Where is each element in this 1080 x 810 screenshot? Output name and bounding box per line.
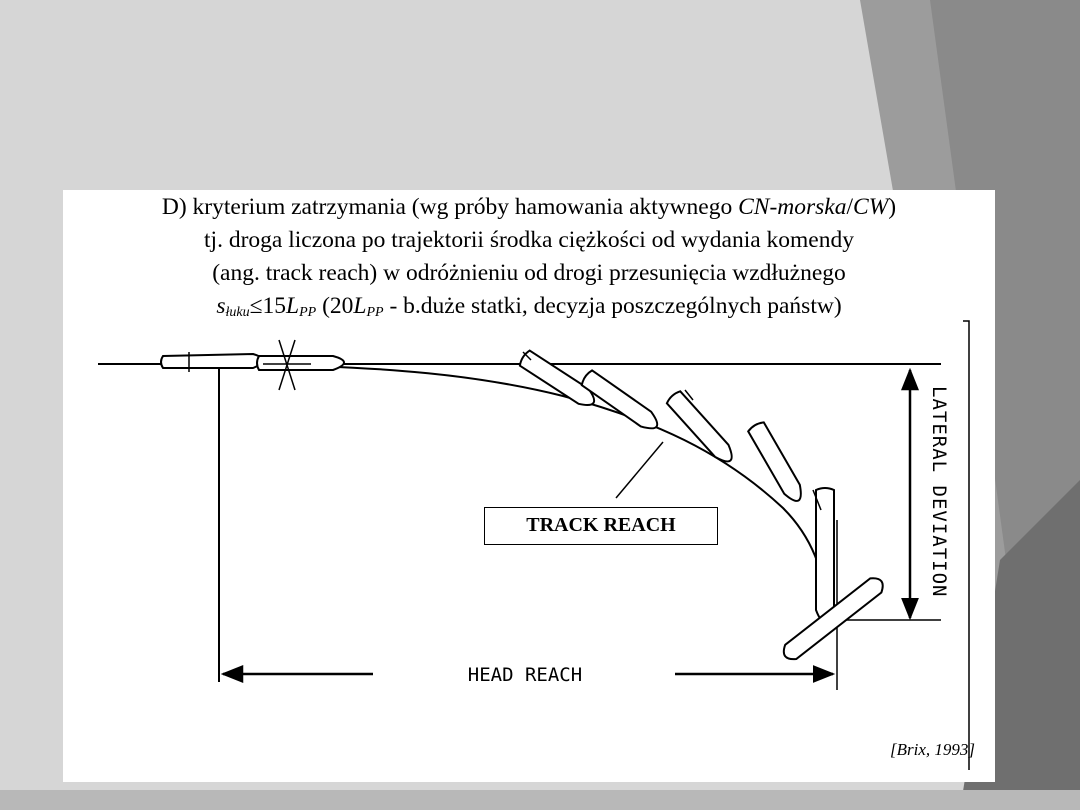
- heading-line-3: (ang. track reach) w odróżnieniu od drogi przesunięcia wzdłużnego: [212, 260, 846, 286]
- lateral-deviation-label: LATERAL DEVIATION: [928, 386, 950, 598]
- heading-line-4: $s_{łuku}\le 15L_{PP}$ ($20L_{PP}$ - b.duże statki, decyzja poszczególnych państw): [216, 293, 842, 320]
- stopping-maneuver-diagram: [63, 190, 995, 782]
- ship-6: [747, 421, 806, 505]
- heading-line-1: D) kryterium zatrzymania (wg próby hamowania aktywnego CN-morska/CW): [161, 194, 897, 220]
- heading-line-2: tj. droga liczona po trajektorii środka ciężkości od wydania komendy: [204, 227, 854, 253]
- track-reach-trajectory: [233, 364, 829, 620]
- track-reach-label: TRACK REACH: [484, 507, 718, 545]
- ship-5: [666, 390, 738, 467]
- ship-initial: [161, 354, 263, 368]
- citation: [Brix, 1993]: [890, 740, 975, 759]
- right-bracket: [963, 320, 969, 770]
- head-reach-label: HEAD REACH: [467, 664, 583, 686]
- figure-panel: [63, 190, 995, 782]
- ship-2: [257, 356, 344, 370]
- ship-7: [816, 488, 834, 622]
- track-reach-leader: [616, 442, 663, 498]
